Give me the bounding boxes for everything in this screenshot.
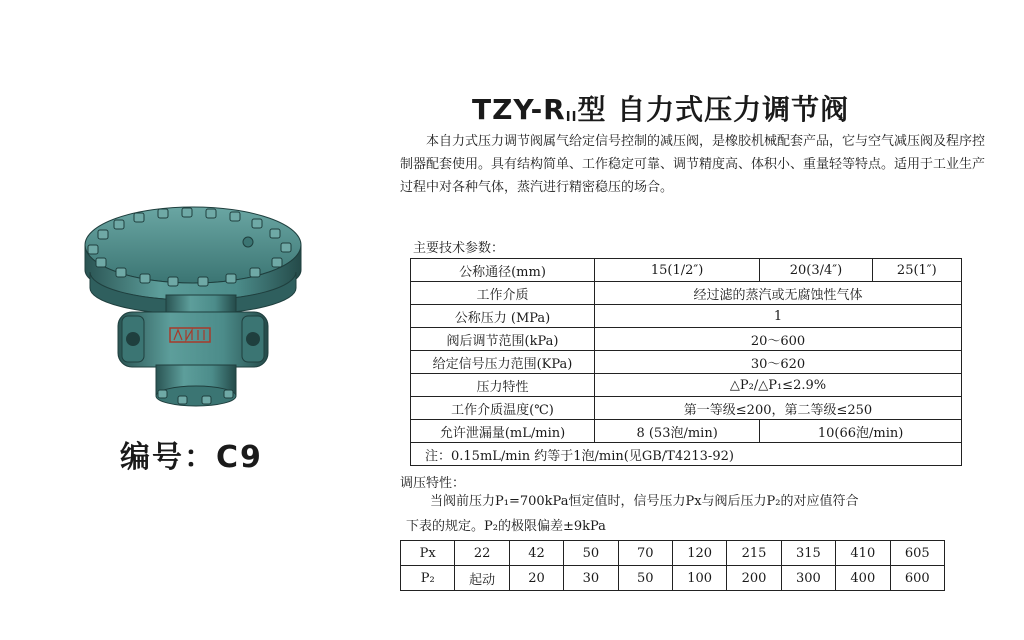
param-label: 允许泄漏量(mL/min) [411,420,595,443]
param-label: 公称压力 (MPa) [411,305,595,328]
table-row [411,443,962,466]
params-heading: 主要技术参数： [413,241,505,256]
regulation-text [406,489,946,539]
table-cell: 起动 [455,566,509,591]
regulation-line: 下表的规定。P₂的极限偏差±9kPa [406,519,606,534]
table-row [411,397,962,420]
table-cell: 22 [455,541,509,566]
regulation-table [400,540,945,591]
table-row [401,541,945,566]
param-label: 工作介质 [411,282,595,305]
param-value: 10(66泡/min) [760,420,962,443]
table-row [411,259,962,282]
table-cell: 300 [781,566,835,591]
table-cell: 20 [509,566,563,591]
table-cell: 315 [781,541,835,566]
param-label: 压力特性 [411,374,595,397]
param-value: 20(3/4″) [760,259,872,282]
title-subscript: II [565,110,578,125]
param-label: 给定信号压力范围(KPa) [411,351,595,374]
table-row [401,566,945,591]
param-label: 公称通径(mm) [411,259,595,282]
intro-paragraph: 本自力式压力调节阀属气给定信号控制的减压阀，是橡胶机械配套产品，它与空气减压阀及程序控制器配套使用。具有结构简单、工作稳定可靠、调节精度高、体积小、重量轻等特点。适用于工业生产过程中对各种气体，蒸汽进行精密稳压的场合。 [400,134,986,195]
param-value: △P₂/△P₁≤2.9% [595,374,962,397]
param-label: 工作介质温度(℃) [411,397,595,420]
param-value: 30～620 [595,351,962,374]
table-cell: 600 [890,566,944,591]
table-cell: 100 [672,566,726,591]
regulation-heading: 调压特性： [400,476,466,491]
table-row [411,351,962,374]
table-cell: 605 [890,541,944,566]
table-cell: 30 [564,566,618,591]
table-cell: 42 [509,541,563,566]
table-row [411,328,962,351]
row-header: Px [401,541,455,566]
product-code: 编号：C9 [120,440,263,475]
params-table [410,258,962,466]
row-header: P₂ [401,566,455,591]
table-cell: 50 [618,566,672,591]
title-rest: 型 自力式压力调节阀 [577,93,850,126]
table-cell: 410 [836,541,890,566]
param-value: 第一等级≤200，第二等级≤250 [595,397,962,420]
param-value: 15(1/2″) [595,259,760,282]
table-row [411,374,962,397]
table-row [411,420,962,443]
table-cell: 215 [727,541,781,566]
table-row [411,282,962,305]
param-value: 25(1″) [872,259,961,282]
param-value: 1 [595,305,962,328]
table-cell: 400 [836,566,890,591]
param-label: 阀后调节范围(kPa) [411,328,595,351]
title-model: TZY-R [472,93,566,126]
page-title [472,88,849,128]
param-value: 8 (53泡/min) [595,420,760,443]
table-cell: 70 [618,541,672,566]
param-value: 20～600 [595,328,962,351]
table-row [411,305,962,328]
table-cell: 200 [727,566,781,591]
table-cell: 120 [672,541,726,566]
regulation-line: 当阀前压力P₁=700kPa恒定值时，信号压力Px与阀后压力P₂的对应值符合 [430,494,859,509]
table-cell: 50 [564,541,618,566]
valve-illustration [78,200,308,425]
param-value: 经过滤的蒸汽或无腐蚀性气体 [595,282,962,305]
params-note: 注：0.15mL/min 约等于1泡/min(见GB/T4213-92) [411,443,962,466]
